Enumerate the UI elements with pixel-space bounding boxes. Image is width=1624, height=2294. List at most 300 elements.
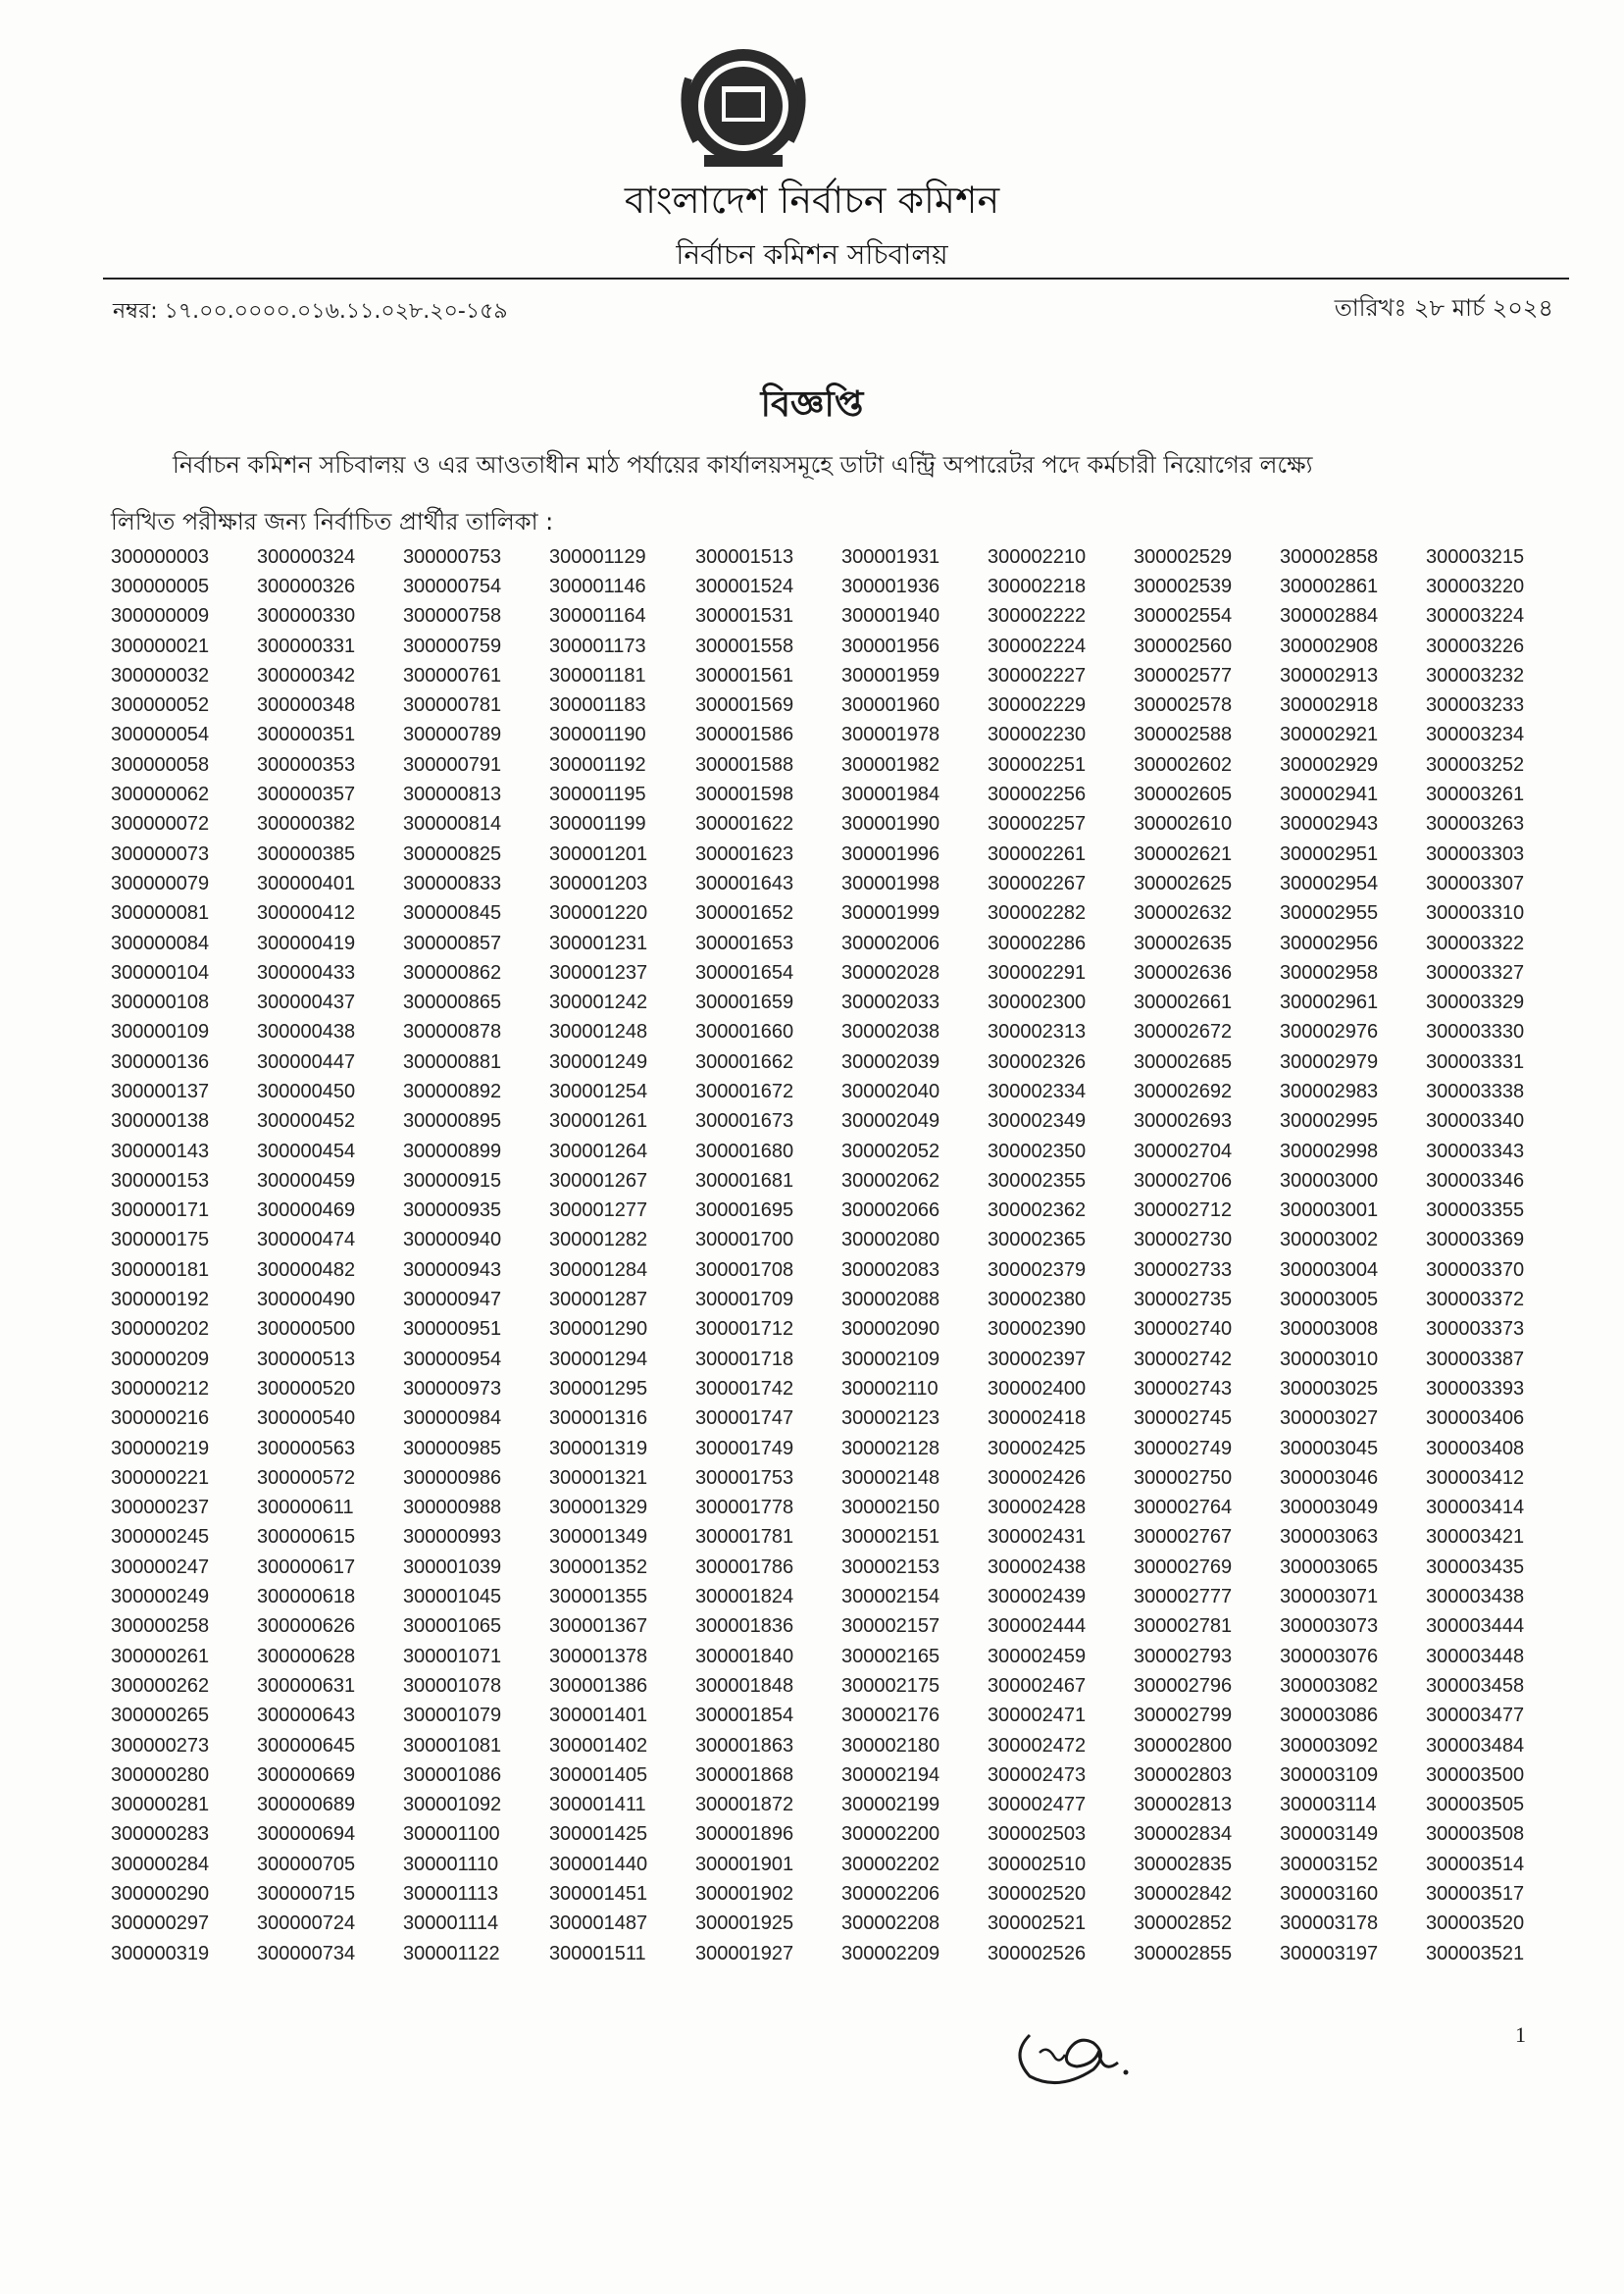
- roll-number-cell: 300002539: [1134, 575, 1233, 597]
- roll-number-cell: 300001294: [549, 1348, 648, 1370]
- roll-number-cell: 300002661: [1134, 992, 1233, 1014]
- roll-number-cell: 300003226: [1426, 635, 1525, 657]
- roll-number-cell: 300002961: [1280, 992, 1379, 1014]
- roll-number-cell: 300003220: [1426, 575, 1525, 597]
- roll-number-cell: 300000005: [111, 575, 210, 597]
- roll-number-cell: 300002109: [841, 1348, 940, 1370]
- table-row: [111, 1939, 1572, 1968]
- roll-number-cell: 300002444: [988, 1615, 1087, 1638]
- roll-number-cell: 300002685: [1134, 1050, 1233, 1073]
- notice-title: বিজ্ঞপ্তি: [760, 384, 864, 425]
- roll-number-cell: 300003370: [1426, 1258, 1525, 1281]
- roll-number-cell: 300002471: [988, 1705, 1087, 1727]
- roll-number-cell: 300001352: [549, 1555, 648, 1578]
- roll-number-cell: 300001122: [403, 1942, 500, 1964]
- roll-number-cell: 300000084: [111, 932, 210, 954]
- roll-number-cell: 300002154: [841, 1586, 940, 1608]
- roll-number-cell: 300002200: [841, 1823, 940, 1846]
- table-row: [111, 1463, 1572, 1493]
- roll-number-cell: 300000563: [257, 1437, 356, 1459]
- roll-number-cell: 300001401: [549, 1705, 648, 1727]
- roll-number-cell: 300002438: [988, 1555, 1087, 1578]
- table-row: [111, 810, 1572, 840]
- table-row: [111, 1523, 1572, 1553]
- roll-number-cell: 300000935: [403, 1199, 502, 1222]
- roll-number-cell: 300002110: [841, 1377, 939, 1400]
- signature-icon: [1000, 2015, 1147, 2094]
- roll-number-cell: 300002955: [1280, 902, 1379, 925]
- table-row: [111, 1642, 1572, 1671]
- roll-number-cell: 300000490: [257, 1289, 356, 1311]
- roll-number-cell: 300002742: [1134, 1348, 1233, 1370]
- roll-number-cell: 300000438: [257, 1021, 356, 1044]
- roll-number-cell: 300000513: [257, 1348, 356, 1370]
- roll-number-cell: 300002151: [841, 1526, 940, 1549]
- roll-number-cell: 300000984: [403, 1407, 502, 1430]
- table-row: [111, 690, 1572, 720]
- roll-number-cell: 300002380: [988, 1289, 1087, 1311]
- roll-number-cell: 300002983: [1280, 1080, 1379, 1102]
- roll-number-cell: 300001712: [695, 1318, 794, 1341]
- roll-number-cell: 300001824: [695, 1586, 794, 1608]
- roll-number-cell: 300002769: [1134, 1555, 1233, 1578]
- roll-number-cell: 300002956: [1280, 932, 1379, 954]
- roll-number-cell: 300002908: [1280, 635, 1379, 657]
- roll-number-cell: 300002400: [988, 1377, 1087, 1400]
- roll-number-cell: 300003338: [1426, 1080, 1525, 1102]
- roll-number-cell: 300001708: [695, 1258, 794, 1281]
- roll-number-cell: 300001659: [695, 992, 794, 1014]
- roll-number-cell: 300002208: [841, 1912, 940, 1935]
- roll-number-cell: 300001295: [549, 1377, 648, 1400]
- roll-number-cell: 300003303: [1426, 842, 1525, 865]
- roll-number-cell: 300000326: [257, 575, 356, 597]
- roll-number-cell: 300001329: [549, 1497, 648, 1519]
- roll-number-cell: 300000401: [257, 872, 356, 894]
- roll-number-cell: 300003438: [1426, 1586, 1525, 1608]
- roll-number-cell: 300003197: [1280, 1942, 1379, 1964]
- roll-number-cell: 300000331: [257, 635, 356, 657]
- roll-number-cell: 300000500: [257, 1318, 356, 1341]
- roll-number-cell: 300002202: [841, 1853, 940, 1875]
- roll-number-cell: 300003514: [1426, 1853, 1525, 1875]
- roll-number-cell: 300002632: [1134, 902, 1233, 925]
- organization-name: বাংলাদেশ নির্বাচন কমিশন: [624, 178, 1000, 222]
- roll-number-cell: 300002602: [1134, 753, 1233, 776]
- roll-number-cell: 300000643: [257, 1705, 356, 1727]
- roll-number-cell: 300003233: [1426, 694, 1525, 717]
- roll-number-cell: 300001386: [549, 1674, 648, 1697]
- roll-number-cell: 300002261: [988, 842, 1087, 865]
- roll-number-cell: 300002605: [1134, 784, 1233, 806]
- roll-number-cell: 300003520: [1426, 1912, 1525, 1935]
- roll-number-cell: 300001267: [549, 1169, 648, 1192]
- roll-number-cell: 300000814: [403, 813, 502, 836]
- roll-number-cell: 300003000: [1280, 1169, 1379, 1192]
- roll-number-cell: 300000273: [111, 1734, 210, 1757]
- roll-number-cell: 300000433: [257, 961, 356, 984]
- notice-line-2: লিখিত পরীক্ষার জন্য নির্বাচিত প্রার্থীর তালিকা :: [111, 508, 554, 535]
- table-row: [111, 542, 1572, 572]
- roll-number-cell: 300002362: [988, 1199, 1087, 1222]
- roll-number-cell: 300000759: [403, 635, 502, 657]
- roll-number-cell: 300000626: [257, 1615, 356, 1638]
- roll-number-cell: 300003330: [1426, 1021, 1525, 1044]
- table-row: [111, 1345, 1572, 1374]
- roll-number-cell: 300003073: [1280, 1615, 1379, 1638]
- roll-number-cell: 300002300: [988, 992, 1087, 1014]
- roll-number-cell: 300000973: [403, 1377, 502, 1400]
- roll-number-cell: 300000003: [111, 545, 210, 568]
- roll-number-cell: 300000943: [403, 1258, 502, 1281]
- roll-number-cell: 300001045: [403, 1586, 502, 1608]
- table-row: [111, 1760, 1572, 1790]
- roll-number-cell: 300000689: [257, 1794, 356, 1816]
- roll-number-cell: 300002199: [841, 1794, 940, 1816]
- roll-number-cell: 300003458: [1426, 1674, 1525, 1697]
- roll-number-cell: 300000216: [111, 1407, 210, 1430]
- table-row: [111, 1166, 1572, 1196]
- roll-number-cell: 300002428: [988, 1497, 1087, 1519]
- roll-number-cell: 300002799: [1134, 1705, 1233, 1727]
- roll-number-cell: 300002941: [1280, 784, 1379, 806]
- roll-number-cell: 300000412: [257, 902, 356, 925]
- roll-number-cell: 300002958: [1280, 961, 1379, 984]
- roll-number-cell: 300000237: [111, 1497, 210, 1519]
- roll-number-cell: 300003004: [1280, 1258, 1379, 1281]
- roll-number-cell: 300002625: [1134, 872, 1233, 894]
- roll-number-cell: 300000219: [111, 1437, 210, 1459]
- roll-number-cell: 300002796: [1134, 1674, 1233, 1697]
- roll-number-cell: 300001440: [549, 1853, 648, 1875]
- table-row: [111, 1553, 1572, 1582]
- roll-number-cell: 300002210: [988, 545, 1087, 568]
- roll-number-cell: 300001451: [549, 1883, 648, 1905]
- roll-number-cell: 300002175: [841, 1674, 940, 1697]
- roll-number-cell: 300001588: [695, 753, 794, 776]
- roll-number-cell: 300001513: [695, 545, 794, 568]
- roll-number-cell: 300001277: [549, 1199, 648, 1222]
- roll-number-cell: 300002764: [1134, 1497, 1233, 1519]
- roll-number-cell: 300002150: [841, 1497, 940, 1519]
- roll-number-cell: 300003327: [1426, 961, 1525, 984]
- roll-number-cell: 300002472: [988, 1734, 1087, 1757]
- roll-number-cell: 300001378: [549, 1645, 648, 1667]
- roll-number-cell: 300002365: [988, 1229, 1087, 1251]
- roll-number-cell: 300000447: [257, 1050, 356, 1073]
- roll-number-cell: 300001524: [695, 575, 794, 597]
- roll-number-cell: 300002256: [988, 784, 1087, 806]
- roll-number-cell: 300001201: [549, 842, 648, 865]
- roll-number-cell: 300001940: [841, 605, 940, 628]
- roll-number-cell: 300001848: [695, 1674, 794, 1697]
- roll-number-cell: 300003149: [1280, 1823, 1379, 1846]
- roll-number-cell: 300003369: [1426, 1229, 1525, 1251]
- roll-number-cell: 300000899: [403, 1140, 502, 1162]
- roll-number-cell: 300001786: [695, 1555, 794, 1578]
- roll-number-cell: 300001316: [549, 1407, 648, 1430]
- roll-number-cell: 300001071: [403, 1645, 502, 1667]
- roll-number-cell: 300001220: [549, 902, 648, 925]
- roll-number-cell: 300002206: [841, 1883, 940, 1905]
- roll-number-cell: 300001984: [841, 784, 940, 806]
- roll-number-cell: 300002355: [988, 1169, 1087, 1192]
- roll-number-cell: 300002350: [988, 1140, 1087, 1162]
- roll-number-cell: 300002813: [1134, 1794, 1233, 1816]
- roll-number-cell: 300001749: [695, 1437, 794, 1459]
- roll-number-cell: 300002062: [841, 1169, 940, 1192]
- table-row: [111, 1315, 1572, 1345]
- roll-number-cell: 300001998: [841, 872, 940, 894]
- roll-number-cell: 300002995: [1280, 1110, 1379, 1133]
- roll-number-cell: 300000319: [111, 1942, 210, 1964]
- roll-number-cell: 300002066: [841, 1199, 940, 1222]
- roll-number-cell: 300001872: [695, 1794, 794, 1816]
- roll-number-cell: 300003261: [1426, 784, 1525, 806]
- roll-number-cell: 300002165: [841, 1645, 940, 1667]
- roll-number-cell: 300002636: [1134, 961, 1233, 984]
- roll-number-cell: 300002610: [1134, 813, 1233, 836]
- roll-number-cell: 300001863: [695, 1734, 794, 1757]
- table-row: [111, 1879, 1572, 1909]
- table-row: [111, 1047, 1572, 1077]
- roll-number-cell: 300000947: [403, 1289, 502, 1311]
- roll-number-cell: 300001100: [403, 1823, 500, 1846]
- roll-number-cell: 300003178: [1280, 1912, 1379, 1935]
- roll-number-cell: 300000617: [257, 1555, 356, 1578]
- roll-number-cell: 300003234: [1426, 724, 1525, 746]
- memo-date: তারিখঃ ২৮ মার্চ ২০২৪: [1334, 294, 1553, 322]
- roll-number-cell: 300003408: [1426, 1437, 1525, 1459]
- roll-number-cell: 300003414: [1426, 1497, 1525, 1519]
- roll-number-cell: 300003010: [1280, 1348, 1379, 1370]
- roll-number-cell: 300001192: [549, 753, 646, 776]
- roll-number-cell: 300002459: [988, 1645, 1087, 1667]
- roll-number-cell: 300003046: [1280, 1466, 1379, 1489]
- roll-number-cell: 300000357: [257, 784, 356, 806]
- roll-number-cell: 300000645: [257, 1734, 356, 1757]
- roll-number-cell: 300001487: [549, 1912, 648, 1935]
- roll-number-cell: 300000715: [257, 1883, 356, 1905]
- roll-number-cell: 300000985: [403, 1437, 502, 1459]
- roll-number-cell: 300002520: [988, 1883, 1087, 1905]
- roll-number-cell: 300002998: [1280, 1140, 1379, 1162]
- roll-number-cell: 300000618: [257, 1586, 356, 1608]
- roll-number-cell: 300003393: [1426, 1377, 1525, 1400]
- roll-number-cell: 300001146: [549, 575, 646, 597]
- roll-number-cell: 300002038: [841, 1021, 940, 1044]
- roll-number-cell: 300003071: [1280, 1586, 1379, 1608]
- roll-number-cell: 300000284: [111, 1853, 210, 1875]
- roll-number-cell: 300000062: [111, 784, 210, 806]
- roll-number-cell: 300001114: [403, 1912, 499, 1935]
- roll-number-cell: 300002286: [988, 932, 1087, 954]
- roll-number-cell: 300000988: [403, 1497, 502, 1519]
- roll-number-cell: 300000290: [111, 1883, 210, 1905]
- roll-number-cell: 300000330: [257, 605, 356, 628]
- notice-body: [111, 436, 1582, 550]
- roll-number-cell: 300000669: [257, 1763, 356, 1786]
- roll-number-cell: 300001643: [695, 872, 794, 894]
- roll-number-cell: 300003025: [1280, 1377, 1379, 1400]
- roll-number-cell: 300000175: [111, 1229, 210, 1251]
- roll-number-cell: 300001164: [549, 605, 646, 628]
- roll-number-cell: 300001673: [695, 1110, 794, 1133]
- roll-number-cell: 300002439: [988, 1586, 1087, 1608]
- roll-number-cell: 300000450: [257, 1080, 356, 1102]
- roll-number-cell: 300001181: [549, 664, 646, 687]
- roll-number-cell: 300002692: [1134, 1080, 1233, 1102]
- roll-number-cell: 300002777: [1134, 1586, 1233, 1608]
- roll-number-cell: 300002425: [988, 1437, 1087, 1459]
- roll-number-cell: 300003521: [1426, 1942, 1525, 1964]
- roll-number-cell: 300000382: [257, 813, 356, 836]
- table-row: [111, 1285, 1572, 1314]
- roll-number-cell: 300003160: [1280, 1883, 1379, 1905]
- roll-number-cell: 300001113: [403, 1883, 499, 1905]
- roll-number-cell: 300000761: [403, 664, 502, 687]
- roll-number-cell: 300000754: [403, 575, 502, 597]
- roll-number-cell: 300002176: [841, 1705, 940, 1727]
- roll-number-cell: 300002033: [841, 992, 940, 1014]
- roll-number-cell: 300000351: [257, 724, 356, 746]
- roll-number-cell: 300003263: [1426, 813, 1525, 836]
- roll-number-cell: 300001065: [403, 1615, 502, 1638]
- roll-number-cell: 300003307: [1426, 872, 1525, 894]
- roll-number-cell: 300000247: [111, 1555, 210, 1578]
- roll-number-cell: 300003005: [1280, 1289, 1379, 1311]
- roll-number-cell: 300001287: [549, 1289, 648, 1311]
- roll-number-cell: 300002861: [1280, 575, 1379, 597]
- roll-number-cell: 300000452: [257, 1110, 356, 1133]
- table-row: [111, 1374, 1572, 1403]
- roll-number-cell: 300000079: [111, 872, 210, 894]
- roll-number-cell: 300003517: [1426, 1883, 1525, 1905]
- roll-number-cell: 300002730: [1134, 1229, 1233, 1251]
- roll-number-cell: 300003484: [1426, 1734, 1525, 1757]
- roll-number-cell: 300001598: [695, 784, 794, 806]
- roll-number-cell: 300001405: [549, 1763, 648, 1786]
- roll-number-cell: 300003373: [1426, 1318, 1525, 1341]
- roll-number-cell: 300002979: [1280, 1050, 1379, 1073]
- roll-number-cell: 300002921: [1280, 724, 1379, 746]
- roll-number-cell: 300003252: [1426, 753, 1525, 776]
- table-row: [111, 632, 1572, 661]
- roll-number-cell: 300002503: [988, 1823, 1087, 1846]
- roll-number-cell: 300002227: [988, 664, 1087, 687]
- roll-number-cell: 300003343: [1426, 1140, 1525, 1162]
- roll-number-cell: 300000052: [111, 694, 210, 717]
- roll-number-cell: 300000143: [111, 1140, 210, 1162]
- roll-number-cell: 300000212: [111, 1377, 210, 1400]
- roll-number-cell: 300001086: [403, 1763, 502, 1786]
- roll-number-cell: 300000104: [111, 961, 210, 984]
- roll-number-cell: 300003477: [1426, 1705, 1525, 1727]
- roll-number-cell: 300000724: [257, 1912, 356, 1935]
- roll-number-cell: 300001742: [695, 1377, 794, 1400]
- roll-number-cell: 300000474: [257, 1229, 356, 1251]
- roll-number-cell: 300000021: [111, 635, 210, 657]
- roll-number-cell: 300000419: [257, 932, 356, 954]
- roll-number-cell: 300000032: [111, 664, 210, 687]
- roll-number-cell: 300000280: [111, 1763, 210, 1786]
- roll-number-cell: 300000009: [111, 605, 210, 628]
- roll-number-cell: 300001623: [695, 842, 794, 865]
- election-commission-seal-icon: [675, 39, 812, 177]
- roll-number-cell: 300000520: [257, 1377, 356, 1400]
- roll-number-cell: 300002313: [988, 1021, 1087, 1044]
- roll-number-cell: 300001110: [403, 1853, 499, 1875]
- roll-number-cell: 300002148: [841, 1466, 940, 1489]
- roll-number-cell: 300001264: [549, 1140, 648, 1162]
- table-row: [111, 1434, 1572, 1463]
- roll-number-cell: 300002088: [841, 1289, 940, 1311]
- roll-number-cell: 300001284: [549, 1258, 648, 1281]
- roll-number-cell: 300002943: [1280, 813, 1379, 836]
- table-row: [111, 1910, 1572, 1939]
- roll-number-cell: 300003027: [1280, 1407, 1379, 1430]
- roll-number-cell: 300002224: [988, 635, 1087, 657]
- roll-number-cell: 300000297: [111, 1912, 210, 1935]
- roll-number-cell: 300003444: [1426, 1615, 1525, 1638]
- roll-number-cell: 300000281: [111, 1794, 210, 1816]
- roll-number-cell: 300000171: [111, 1199, 210, 1222]
- roll-number-cell: 300000153: [111, 1169, 210, 1192]
- roll-number-cell: 300003152: [1280, 1853, 1379, 1875]
- roll-number-cell: 300002028: [841, 961, 940, 984]
- roll-number-cell: 300001081: [403, 1734, 502, 1757]
- roll-number-cell: 300002803: [1134, 1763, 1233, 1786]
- roll-number-cell: 300000342: [257, 664, 356, 687]
- roll-number-cell: 300000951: [403, 1318, 502, 1341]
- roll-number-cell: 300003008: [1280, 1318, 1379, 1341]
- roll-number-cell: 300001402: [549, 1734, 648, 1757]
- roll-number-cell: 300003412: [1426, 1466, 1525, 1489]
- roll-number-cell: 300000986: [403, 1466, 502, 1489]
- roll-number-cell: 300002706: [1134, 1169, 1233, 1192]
- roll-number-cell: 300001129: [549, 545, 646, 568]
- roll-number-cell: 300000572: [257, 1466, 356, 1489]
- table-row: [111, 1107, 1572, 1137]
- roll-number-cell: 300001199: [549, 813, 646, 836]
- roll-number-cell: 300002153: [841, 1555, 940, 1578]
- roll-number-cell: 300002282: [988, 902, 1087, 925]
- roll-number-cell: 300001996: [841, 842, 940, 865]
- roll-number-cell: 300000265: [111, 1705, 210, 1727]
- roll-number-cell: 300003224: [1426, 605, 1525, 628]
- roll-number-cell: 300001237: [549, 961, 648, 984]
- roll-number-cell: 300001622: [695, 813, 794, 836]
- roll-number-cell: 300002913: [1280, 664, 1379, 687]
- roll-number-cell: 300002083: [841, 1258, 940, 1281]
- roll-number-cell: 300002039: [841, 1050, 940, 1073]
- roll-number-cell: 300001925: [695, 1912, 794, 1935]
- roll-number-cell: 300001079: [403, 1705, 502, 1727]
- roll-number-cell: 300001249: [549, 1050, 648, 1073]
- roll-number-cell: 300001854: [695, 1705, 794, 1727]
- roll-number-cell: 300002418: [988, 1407, 1087, 1430]
- roll-number-cell: 300001569: [695, 694, 794, 717]
- roll-number-cell: 300003063: [1280, 1526, 1379, 1549]
- roll-number-cell: 300002080: [841, 1229, 940, 1251]
- roll-number-cell: 300003232: [1426, 664, 1525, 687]
- secretariat-name: নির্বাচন কমিশন সচিবালয়: [676, 238, 948, 271]
- table-row: [111, 602, 1572, 632]
- roll-number-cell: 300001195: [549, 784, 646, 806]
- table-row: [111, 929, 1572, 958]
- roll-number-cell: 300002735: [1134, 1289, 1233, 1311]
- roll-number-cell: 300002257: [988, 813, 1087, 836]
